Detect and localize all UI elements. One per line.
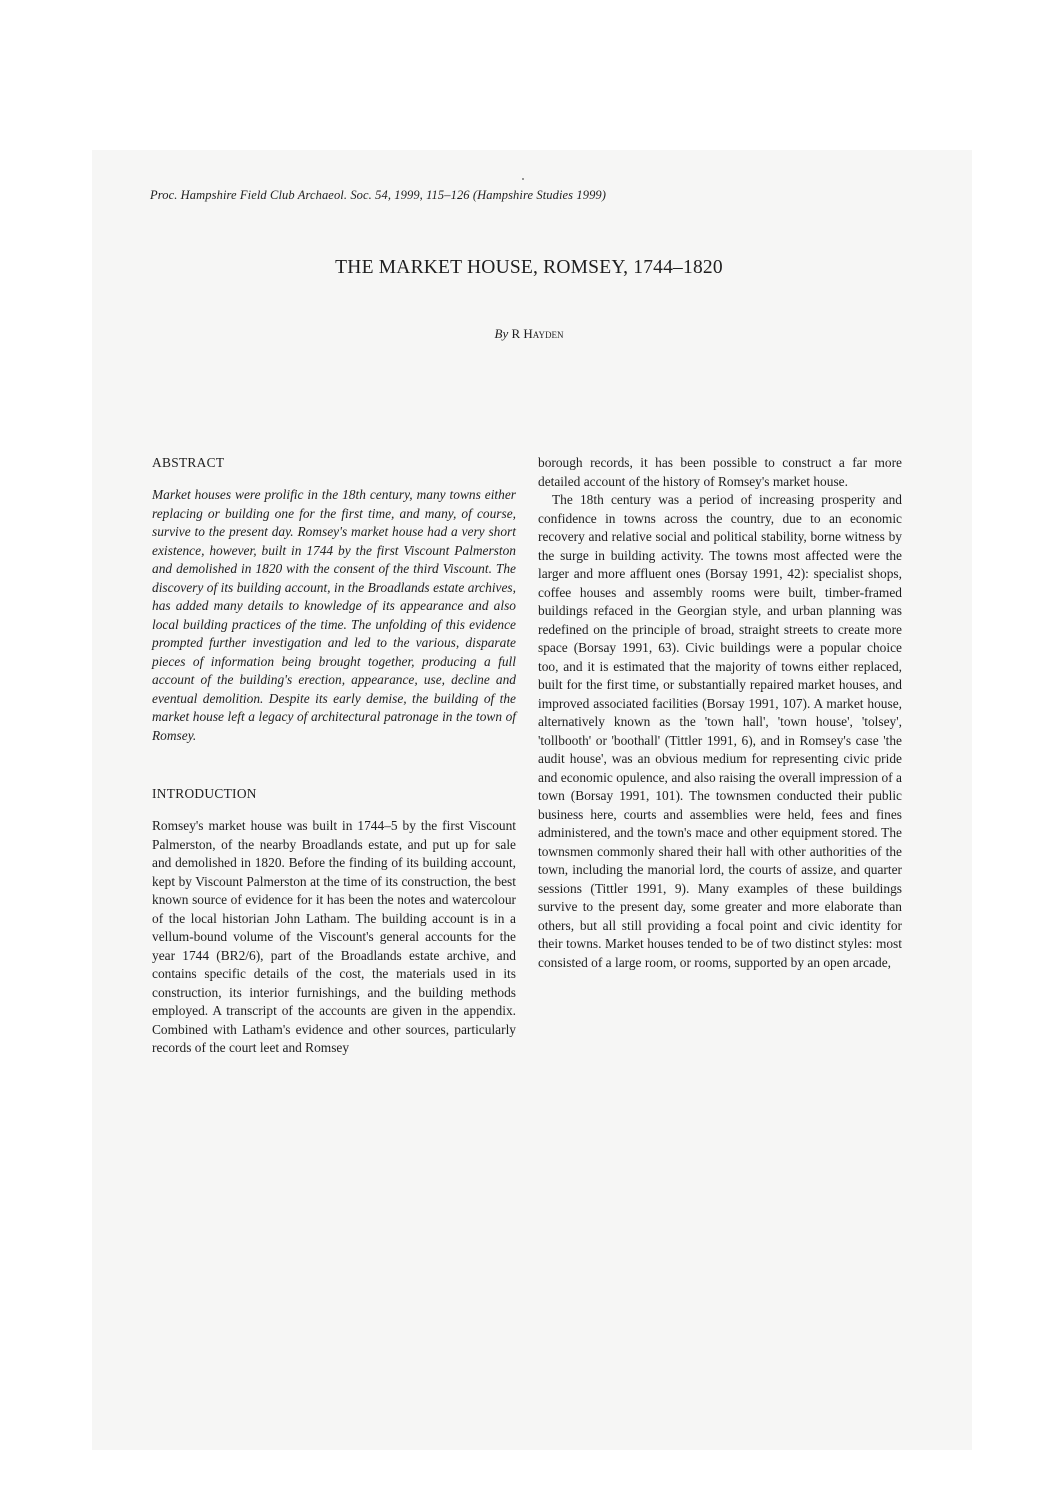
- left-column: [152, 454, 516, 1058]
- introduction-paragraph-1: Romsey's market house was built in 1744–5 by the first Viscount Palmerston, of the nearby Broadlands estate, and put up for sale and demolished in 1820. Before the finding of its building account, kept by Viscount Palmerston at the time of its construction, the best known source of evidence for it has been the notes and watercolour of the local historian John Latham. The building account is in a vellum-bound volume of the Viscount's general accounts for the year 1744 (BR2/6), part of the Broadlands estate archive, and contains specific details of the cost, the materials used in its construction, its interior furnishings, and the building methods employed. A transcript of the accounts are given in the appendix. Combined with Latham's evidence and other sources, particularly records of the court leet and Romsey: [152, 818, 516, 1055]
- section-gap: [152, 745, 516, 785]
- introduction-paragraph-2: The 18th century was a period of increasing prosperity and confidence in towns across the country, due to an economic recovery and relative social and political stability, borne witness by the surge in building activity. The towns most affected were the larger and more affluent ones (Borsay 1991, 42): specialist shops, coffee houses and assembly rooms were built, timber-framed buildings refaced in the Georgian style, and urban planning was redefined on the principle of broad, straight streets to create more space (Borsay 1991, 63). Civic buildings were a popular choice too, and it is estimated that the majority of towns either replaced, built for the first time, or substantially repaired market houses, and improved associated facilities (Borsay 1991, 107). A market house, alternatively known as the 'town hall', 'town house', 'tolsey', 'tollbooth' or 'boothall' (Tittler 1991, 6), and in Romsey's case 'the audit house', was an obvious medium for representing civic pride and economic opulence, and also raising the overall impression of a town (Borsay 1991, 101). The townsmen conducted their public business here, courts and assemblies were held, fees and fines administered, and the town's mace and other equipment stored. The townsmen commonly shared their hall with other authorities of the town, including the manorial lord, the courts of assize, and quarter sessions (Tittler 1991, 9). Many examples of these buildings survive to the present day, some greater and more elaborate than others, but all still providing a focal point and civic identity for their towns. Market houses tended to be of two distinct styles: most consisted of a large room, or rooms, supported by an open arcade,: [538, 492, 902, 970]
- article-title: THE MARKET HOUSE, ROMSEY, 1744–1820: [335, 257, 723, 278]
- byline-prefix: By: [494, 326, 509, 341]
- author-byline: [0, 326, 1058, 342]
- author-surname: Hayden: [523, 326, 564, 341]
- journal-citation: Proc. Hampshire Field Club Archaeol. Soc. 54, 1999, 115–126 (Hampshire Studies 1999): [150, 188, 607, 202]
- abstract-heading: ABSTRACT: [152, 455, 225, 470]
- introduction-paragraph-1-continued: borough records, it has been possible to construct a far more detailed account of the history of Romsey's market house.: [538, 455, 902, 489]
- scan-speck: [522, 178, 524, 180]
- abstract-paragraph: Market houses were prolific in the 18th century, many towns either replacing or building one for the first time, and many, of course, survive to the present day. Romsey's market house had a very short existence, however, built in 1744 by the first Viscount Palmerston and demolished in 1820 with the consent of the third Viscount. The discovery of its building account, in the Broadlands estate archives, has added many details to knowledge of its appearance and also local building practices of the time. The unfolding of this evidence prompted further investigation and led to the various, disparate pieces of information being brought together, producing a full account of the building's erection, appearance, use, decline and eventual demolition. Despite its early demise, the building of the market house left a legacy of architectural patronage in the town of Romsey.: [152, 487, 516, 743]
- author-initial: R: [511, 326, 521, 341]
- right-column: [538, 454, 902, 972]
- introduction-heading: INTRODUCTION: [152, 786, 257, 801]
